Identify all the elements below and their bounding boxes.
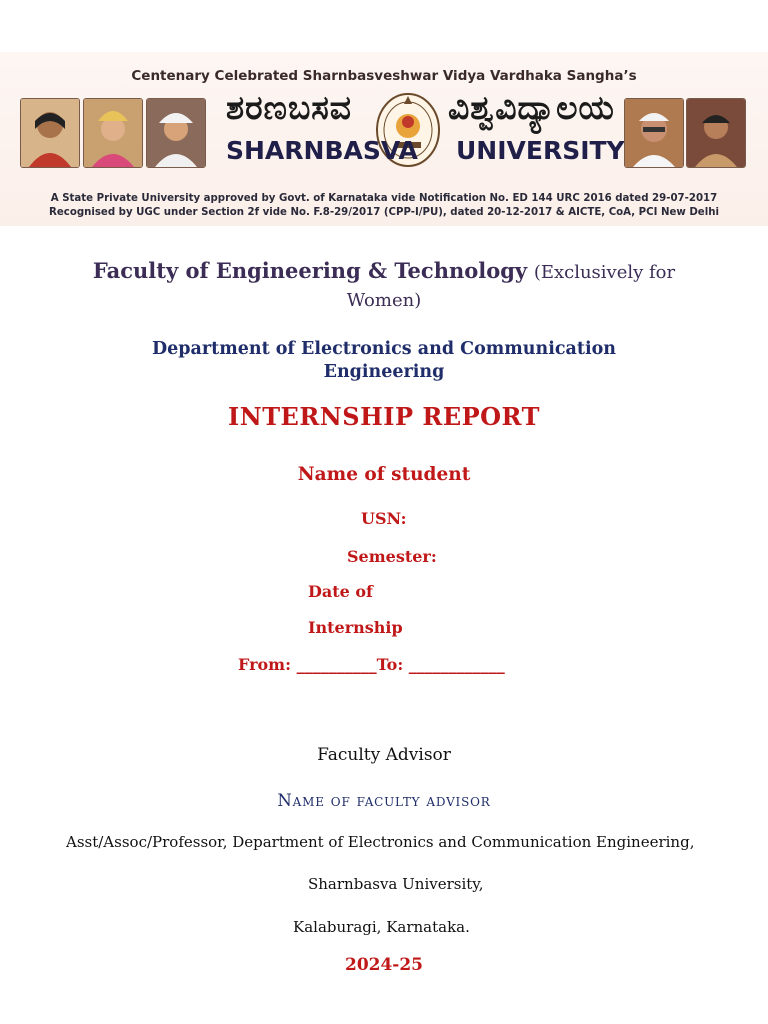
academic-year: 2024-25 [344,955,424,975]
internship-from-to: From: __________To: ____________ [238,655,505,674]
faculty-advisor-label: Faculty Advisor [317,745,451,765]
banner-recognition-line: Recognised by UGC under Section 2f vide No. F.8-29/2017 (CPP-I/PU), dated 20-12-2017 & AICTE, CoA, PCI New Delhi [49,207,719,218]
report-title: INTERNSHIP REPORT [228,402,540,431]
faculty-heading [0,258,768,314]
university-name-kannada-left: ಶರಣಬಸವ [226,88,352,127]
student-name-label: Name of student [297,464,471,485]
university-name-english-left: SHARNBASVA [226,136,418,165]
banner-top-line: Centenary Celebrated Sharnbasveshwar Vidya Vardhaka Sangha’s [131,68,637,84]
founder-photo-4 [624,98,684,168]
founder-photo-3 [146,98,206,168]
date-label-line-2: Internship [308,618,403,637]
date-label-line-1: Date of [308,582,373,601]
founder-photo-1 [20,98,80,168]
advisor-university: Sharnbasva University, [308,875,484,893]
advisor-designation: Asst/Assoc/Professor, Department of Electronics and Communication Engineering, [66,833,695,851]
university-name-english-right: UNIVERSITY [456,136,625,165]
founder-photo-5 [686,98,746,168]
faculty-qualifier: (Exclusively for [533,262,676,283]
faculty-advisor-name: Name of faculty advisor [277,791,491,810]
university-name-kannada-right: ವಿಶ್ವವಿದ್ಯಾಲಯ [448,88,615,127]
faculty-qualifier-cont: Women) [346,290,422,311]
banner-approval-line: A State Private University approved by Govt. of Karnataka vide Notification No. ED 144 URC 2016 dated 29-07-2017 [50,193,718,204]
semester-label: Semester: [347,547,437,566]
usn-label: USN: [361,509,407,528]
faculty-name: Faculty of Engineering & Technology [92,258,528,283]
department-line-2: Engineering [323,362,445,382]
founder-photo-2 [83,98,143,168]
department-heading [0,338,768,384]
advisor-location: Kalaburagi, Karnataka. [293,918,470,936]
department-line-1: Department of Electronics and Communication [152,339,616,359]
university-banner [0,52,768,226]
